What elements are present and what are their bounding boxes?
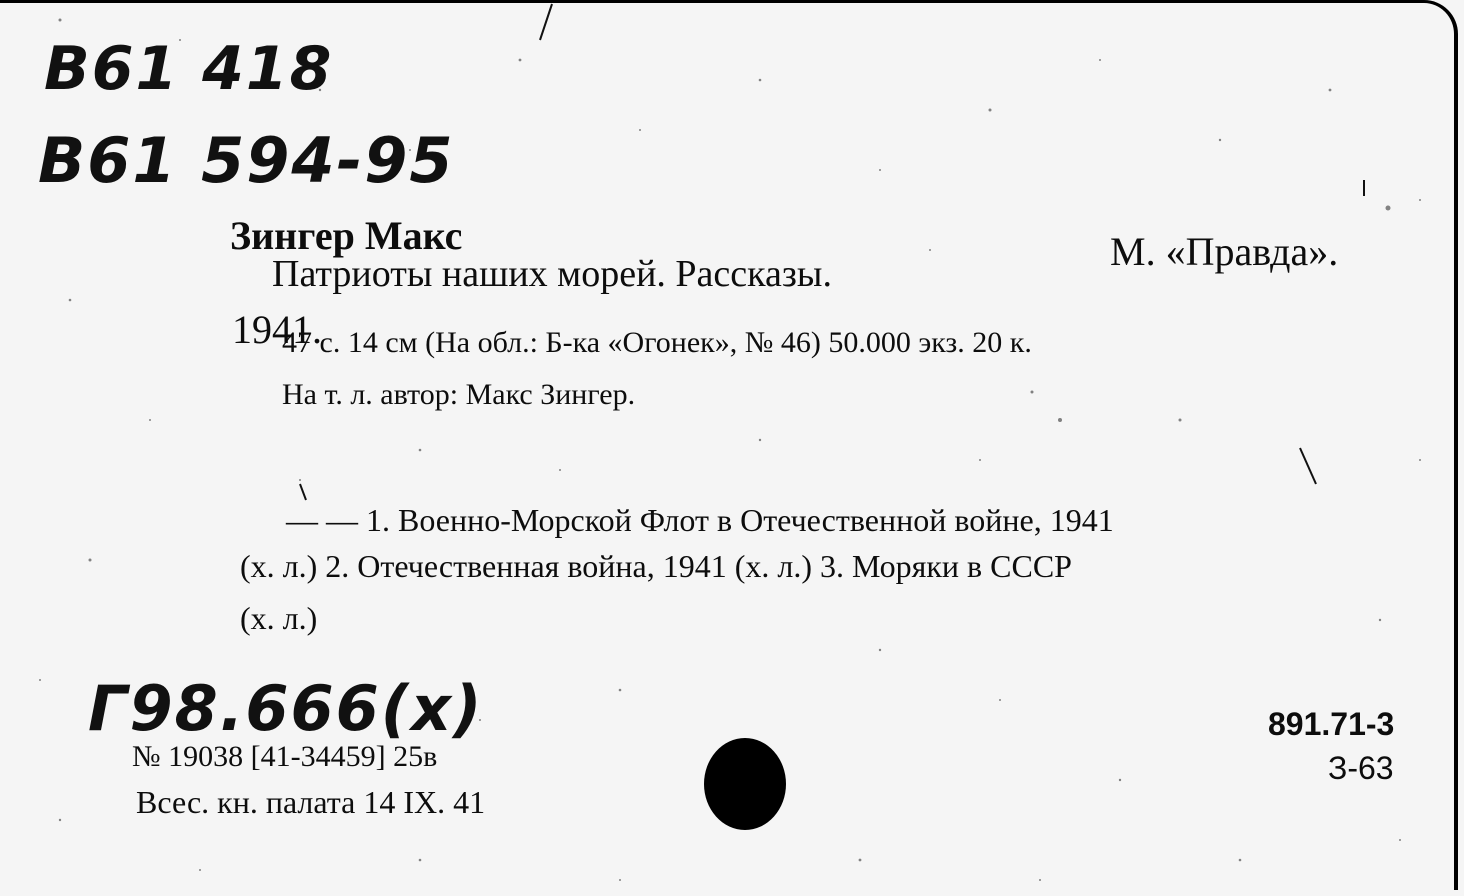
publisher: М. «Правда». xyxy=(1110,229,1339,274)
author-note: На т. л. автор: Макс Зингер. xyxy=(282,378,636,411)
card-number: № 19038 [41-34459] 25в xyxy=(132,740,438,773)
handwritten-class-mark: Г98.666(х) xyxy=(88,672,484,745)
book-title: Патриоты наших морей. Рассказы. xyxy=(272,253,832,295)
subject-line-2: (х. л.) 2. Отечественная война, 1941 (х. л.) 3. Моряки в СССР xyxy=(240,548,1072,584)
book-chamber-stamp: Всес. кн. палата 14 IX. 41 xyxy=(136,784,486,820)
handwritten-shelf-mark-2: В61 594-95 xyxy=(38,124,455,197)
handwritten-shelf-mark-1: В61 418 xyxy=(44,34,334,104)
author-mark: З-63 xyxy=(1328,750,1394,786)
physical-description: 47 с. 14 см (На обл.: Б-ка «Огонек», № 46) 50.000 экз. 20 к. xyxy=(282,326,1032,359)
subject-line-1: — — 1. Военно-Морской Флот в Отечественной войне, 1941 xyxy=(286,502,1114,538)
subject-line-3: (х. л.) xyxy=(240,600,318,636)
punch-hole xyxy=(704,738,786,830)
author-heading: Зингер Макс xyxy=(230,213,463,258)
classification-code: 891.71-3 xyxy=(1268,706,1395,742)
publication-year: 1941. xyxy=(232,307,322,352)
